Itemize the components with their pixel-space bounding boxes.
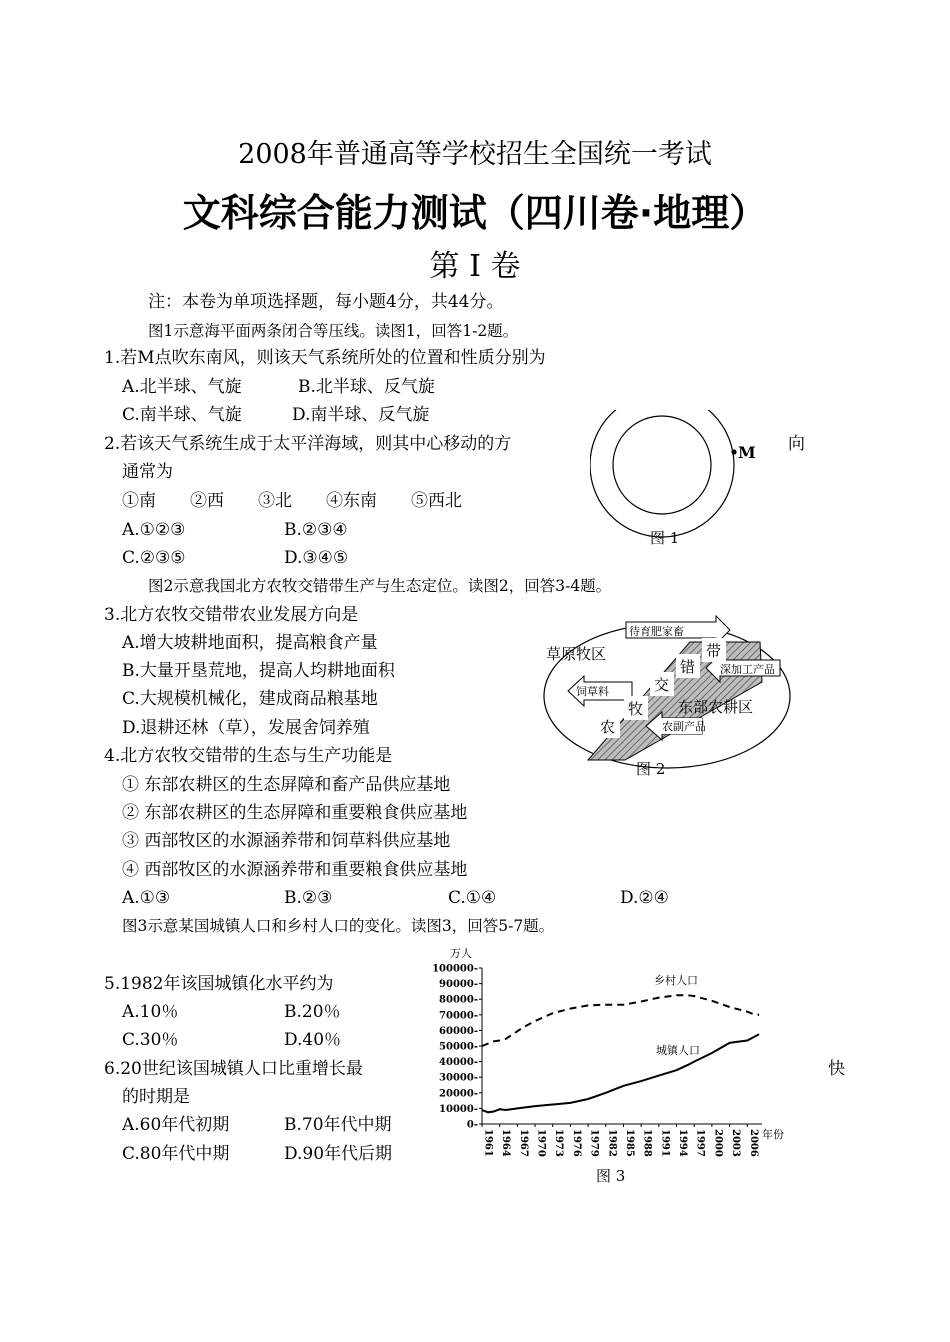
belt-char-4: 错 xyxy=(680,658,696,676)
x-tick-label: 1967 xyxy=(517,1129,529,1157)
question-5-option-a: A.10％ xyxy=(122,1002,179,1022)
exam-title: 2008年普通高等学校招生全国统一考试 xyxy=(238,139,712,170)
x-tick-label: 1961 xyxy=(482,1129,494,1157)
figure-3-caption: 图 3 xyxy=(596,1167,626,1185)
figure1-prompt: 图1示意海平面两条闭合等压线。读图1，回答1-2题。 xyxy=(148,322,519,340)
question-5-option-d: D.40％ xyxy=(284,1030,342,1050)
figure-1-isobars xyxy=(590,410,770,560)
question-2-option-d: D.③④⑤ xyxy=(284,548,349,568)
outer-isobar xyxy=(590,410,734,537)
question-4-option-d: D.②④ xyxy=(620,888,669,908)
inner-isobar xyxy=(613,416,711,514)
arrow-fodder-label: 饲草料 xyxy=(576,685,609,698)
x-tick-label: 1988 xyxy=(641,1129,653,1157)
question-3-stem: 3.北方农牧交错带农业发展方向是 xyxy=(104,605,359,625)
figure-1-caption: 图 1 xyxy=(650,529,680,547)
rural-population-label: 乡村人口 xyxy=(654,974,698,987)
question-6-stem: 6.20世纪该国城镇人口比重增长最 xyxy=(104,1059,363,1079)
question-6-stem-end: 快 xyxy=(828,1059,845,1079)
question-4-statement-1: ① 东部农耕区的生态屏障和畜产品供应基地 xyxy=(122,775,451,795)
arrow-processed-label: 深加工产品 xyxy=(720,663,775,676)
question-2-option-b: B.②③④ xyxy=(284,520,348,540)
question-2-stem-end: 向 xyxy=(788,434,805,454)
x-tick-label: 2006 xyxy=(747,1129,759,1157)
question-6-option-a: A.60年代初期 xyxy=(122,1115,230,1135)
x-tick-label: 1994 xyxy=(677,1129,689,1157)
y-tick-label: 30000- xyxy=(439,1072,478,1084)
figure3-prompt: 图3示意某国城镇人口和乡村人口的变化。读图3，回答5-7题。 xyxy=(122,917,555,935)
urban-population-label: 城镇人口 xyxy=(656,1044,700,1057)
x-tick-label: 2000 xyxy=(712,1129,724,1157)
question-4-statement-4: ④ 西部牧区的水源涵养带和重要粮食供应基地 xyxy=(122,860,468,880)
question-3-option-b: B.大量开垦荒地，提高人均耕地面积 xyxy=(122,661,395,681)
question-5-option-c: C.30％ xyxy=(122,1030,179,1050)
x-tick-label: 1976 xyxy=(570,1129,582,1157)
question-3-option-c: C.大规模机械化，建成商品粮基地 xyxy=(122,689,378,709)
figure2-prompt: 图2示意我国北方农牧交错带生产与生态定位。读图2，回答3-4题。 xyxy=(148,577,612,595)
question-2-stem: 2.若该天气系统生成于太平洋海域，则其中心移动的方 xyxy=(104,434,512,454)
west-pasture-label: 草原牧区 xyxy=(546,645,607,663)
question-6-option-d: D.90年代后期 xyxy=(284,1144,393,1164)
y-tick-label: 50000- xyxy=(439,1041,478,1053)
x-tick-label: 1985 xyxy=(623,1129,635,1157)
y-tick-label: 10000- xyxy=(439,1103,478,1115)
question-1-stem: 1.若M点吹东南风，则该天气系统所处的位置和性质分别为 xyxy=(104,348,546,368)
y-tick-label: 80000- xyxy=(439,994,478,1006)
question-4-option-c: C.①④ xyxy=(448,888,497,908)
question-2-option-c: C.②③⑤ xyxy=(122,548,186,568)
question-2-option-a: A.①②③ xyxy=(122,520,186,540)
y-tick-label: 90000- xyxy=(439,979,478,991)
y-tick-label: 0- xyxy=(466,1119,478,1131)
question-6-stem-continued: 的时期是 xyxy=(122,1087,190,1107)
question-3-option-d: D.退耕还林（草），发展舍饲养殖 xyxy=(122,718,370,738)
question-4-statement-2: ② 东部农耕区的生态屏障和重要粮食供应基地 xyxy=(122,803,468,823)
figure-2-diagram xyxy=(540,612,800,782)
y-axis-unit: 万人 xyxy=(450,947,472,960)
x-axis-unit: 年份 xyxy=(762,1128,784,1141)
instructions-note: 注：本卷为单项选择题，每小题4分，共44分。 xyxy=(148,292,504,312)
question-1-option-a: A.北半球、气旋 xyxy=(122,377,242,397)
question-5-stem: 5.1982年该国城镇化水平约为 xyxy=(104,974,334,994)
question-4-option-b: B.②③ xyxy=(284,888,333,908)
question-4-stem: 4.北方农牧交错带的生态与生产功能是 xyxy=(104,746,393,766)
x-tick-label: 1970 xyxy=(535,1129,547,1157)
x-tick-label: 1973 xyxy=(553,1129,565,1157)
point-m-marker xyxy=(731,449,736,454)
x-tick-label: 1991 xyxy=(659,1129,671,1157)
arrow-farm-products-label: 农副产品 xyxy=(662,720,706,733)
question-4-option-a: A.①③ xyxy=(122,888,171,908)
x-tick-label: 1964 xyxy=(500,1129,512,1157)
question-4-statement-3: ③ 西部牧区的水源涵养带和饲草料供应基地 xyxy=(122,831,451,851)
point-m-label: M xyxy=(738,443,756,462)
x-tick-label: 1982 xyxy=(606,1129,618,1157)
y-tick-label: 20000- xyxy=(439,1088,478,1100)
y-tick-label: 60000- xyxy=(439,1025,478,1037)
belt-char-3: 交 xyxy=(654,676,670,694)
question-3-option-a: A.增大坡耕地面积，提高粮食产量 xyxy=(122,633,378,653)
figure-3-population-chart xyxy=(430,940,800,1190)
x-tick-label: 1997 xyxy=(694,1129,706,1157)
x-tick-label: 2003 xyxy=(730,1129,742,1157)
volume-title: 第 I 卷 xyxy=(429,249,521,284)
east-farmland-label: 东部农耕区 xyxy=(678,698,754,716)
x-tick-label: 1979 xyxy=(588,1129,600,1157)
rural-population-line xyxy=(482,995,759,1046)
question-6-option-b: B.70年代中期 xyxy=(284,1115,392,1135)
urban-population-line xyxy=(482,1034,759,1112)
question-6-option-c: C.80年代中期 xyxy=(122,1144,230,1164)
question-5-option-b: B.20％ xyxy=(284,1002,341,1022)
question-2-directions: ①南 ②西 ③北 ④东南 ⑤西北 xyxy=(122,491,462,511)
belt-char-5: 带 xyxy=(706,642,722,660)
belt-char-1: 农 xyxy=(600,718,616,736)
paper-title: 文科综合能力测试（四川卷·地理） xyxy=(182,191,768,235)
arrow-livestock-label: 待育肥家畜 xyxy=(629,625,684,638)
y-tick-label: 70000- xyxy=(439,1010,478,1022)
question-1-option-c: C.南半球、气旋 xyxy=(122,405,242,425)
belt-char-2: 牧 xyxy=(628,700,644,718)
question-1-option-d: D.南半球、反气旋 xyxy=(292,405,430,425)
y-tick-label: 40000- xyxy=(439,1057,478,1069)
figure-2-caption: 图 2 xyxy=(636,760,666,778)
question-1-option-b: B.北半球、反气旋 xyxy=(298,377,435,397)
y-tick-label: 100000- xyxy=(432,963,478,975)
question-2-stem-continued: 通常为 xyxy=(122,462,173,482)
